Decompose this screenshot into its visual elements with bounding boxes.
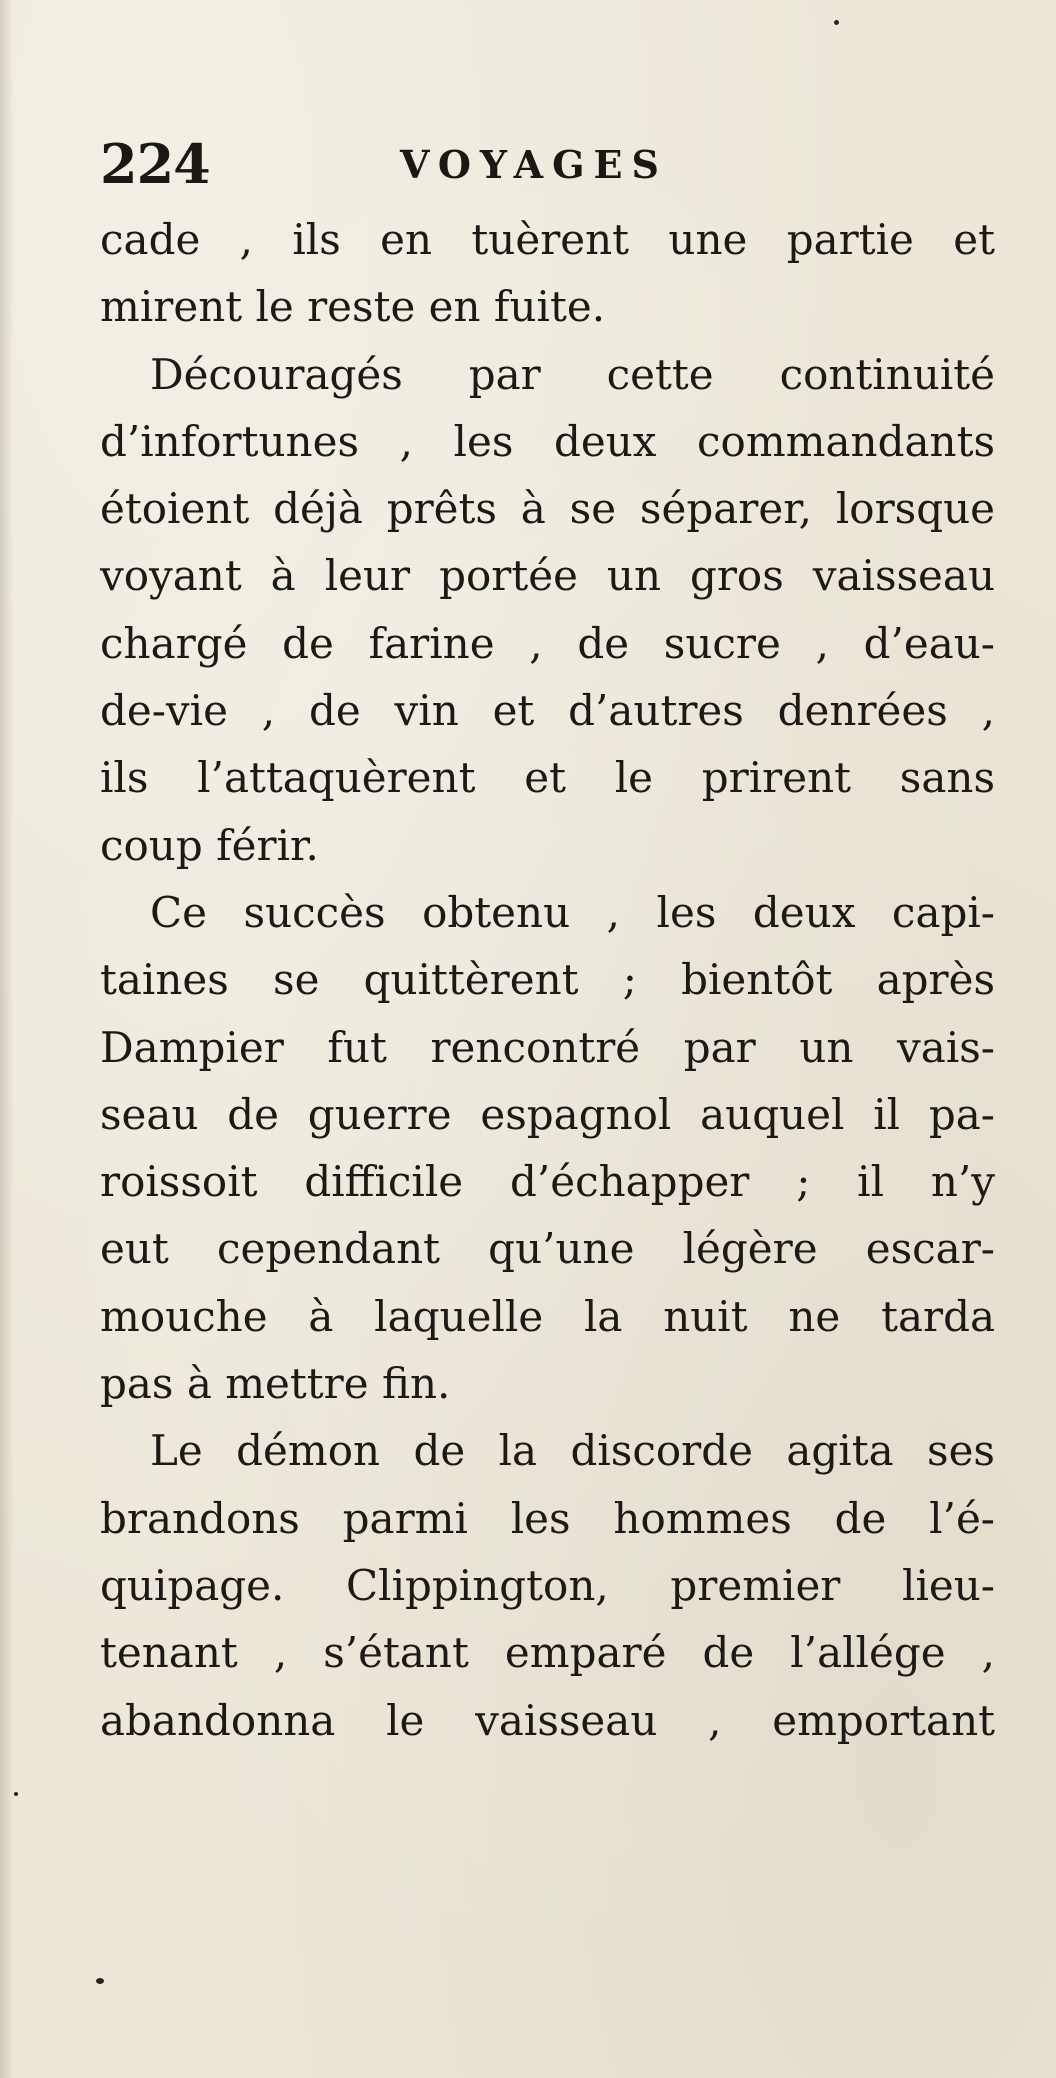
text-line: de-vie , de vin et d’autres denrées , (100, 686, 995, 736)
text-line: taines se quittèrent ; bientôt après (100, 955, 995, 1005)
text-line: tenant , s’étant emparé de l’allége , (100, 1628, 995, 1678)
text-line: d’infortunes , les deux commandants (100, 416, 995, 466)
text-line: seau de guerre espagnol auquel il pa- (100, 1089, 995, 1139)
body-text (100, 206, 995, 1754)
text-line: étoient déjà prêts à se séparer, lorsque (100, 484, 995, 534)
text-line: cade , ils en tuèrent une partie et (100, 215, 995, 264)
text-line: coup férir. (100, 820, 319, 870)
text-line: roissoit difficile d’échapper ; il n’y (100, 1157, 995, 1207)
page-header (100, 132, 1000, 202)
text-line: brandons parmi les hommes de l’é- (100, 1493, 995, 1543)
running-title: VOYAGES (400, 142, 668, 187)
text-line: pas à mettre fin. (100, 1359, 451, 1409)
text-line: eut cependant qu’une légère escar- (100, 1224, 995, 1274)
text-line: abandonna le vaisseau , emportant (100, 1695, 995, 1745)
text-line: mouche à laquelle la nuit ne tarda (100, 1291, 995, 1341)
ink-speck (96, 1978, 104, 1984)
text-line: quipage. Clippington, premier lieu- (100, 1560, 995, 1610)
ink-speck (834, 20, 839, 25)
page-number: 224 (100, 132, 210, 196)
text-line: ils l’attaquèrent et le prirent sans (100, 753, 995, 803)
text-line: chargé de farine , de sucre , d’eau- (100, 618, 995, 668)
text-line: Dampier fut rencontré par un vais- (100, 1022, 995, 1072)
text-line: mirent le reste en fuite. (100, 282, 606, 332)
paragraph-first-line: Découragés par cette continuité (150, 349, 995, 399)
paragraph-first-line: Le démon de la discorde agita ses (150, 1426, 995, 1476)
text-line: voyant à leur portée un gros vaisseau (100, 551, 995, 601)
paragraph-first-line: Ce succès obtenu , les deux capi- (150, 887, 995, 937)
ink-speck (14, 1792, 18, 1796)
